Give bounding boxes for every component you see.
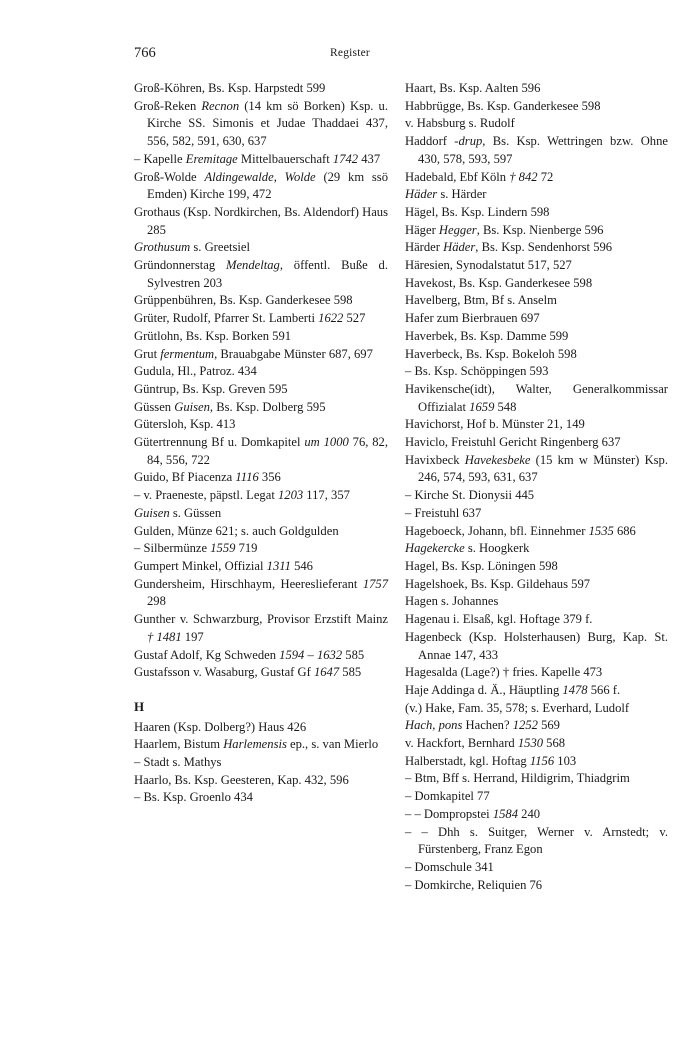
index-entry [134, 328, 388, 346]
entry-text: Groß-Wolde [134, 169, 205, 184]
entry-text: 548 [494, 399, 517, 414]
index-entry [405, 186, 668, 204]
entry-text: Gundersheim, Hirschhaym, Heereslieferant [134, 576, 363, 591]
index-entry [405, 487, 668, 505]
entry-italic-text: -drup [454, 134, 483, 149]
entry-text: Haarlem, Bistum [134, 737, 224, 752]
entry-text: Haverbek, Bs. Ksp. Damme 599 [405, 328, 569, 343]
index-entry [405, 859, 668, 877]
entry-text: H [134, 698, 145, 714]
section-letter [134, 698, 388, 716]
index-entry [405, 523, 668, 541]
entry-text: – Bs. Ksp. Schöppingen 593 [405, 364, 549, 379]
index-entry [405, 824, 668, 859]
entry-text: 197 [181, 629, 204, 644]
entry-text: s. Hoogkerk [464, 541, 530, 556]
index-entry [134, 80, 388, 98]
entry-text: Havikensche(idt), Walter, Generalkommissar Offizialat [405, 381, 668, 414]
entry-text: Haaren (Ksp. Dolberg?) Haus 426 [134, 719, 307, 734]
entry-text: , Bs. Ksp. Sendenhorst 596 [475, 240, 613, 255]
entry-text: , Bs. Ksp. Dolberg 595 [209, 399, 326, 414]
entry-text: Hägel, Bs. Ksp. Lindern 598 [405, 204, 550, 219]
entry-italic-text: Hagekercke [405, 541, 465, 556]
entry-text: – – Dompropstei [405, 806, 493, 821]
entry-italic-text: 1116 [235, 470, 259, 485]
index-entry [134, 310, 388, 328]
entry-text: 72 [537, 169, 554, 184]
index-entry [405, 257, 668, 275]
index-entry [405, 788, 668, 806]
entry-text: – Btm, Bff s. Herrand, Hildigrim, Thiadgrim [405, 771, 630, 786]
index-entry [405, 611, 668, 629]
index-entry [405, 363, 668, 381]
entry-text: 103 [554, 753, 577, 768]
entry-italic-text: Hegger [438, 222, 477, 237]
entry-text: s. Güssen [169, 505, 222, 520]
entry-italic-text: 1622 [318, 311, 344, 326]
entry-text: 298 [147, 594, 166, 609]
entry-text: Güntrup, Bs. Ksp. Greven 595 [134, 381, 288, 396]
index-entry [134, 736, 388, 754]
entry-text: Häresien, Synodalstatut 517, 527 [405, 258, 572, 273]
entry-text: 356 [258, 470, 281, 485]
entry-text: ep., s. van Mierlo [286, 737, 379, 752]
entry-text: Gustafsson v. Wasaburg, Gustaf Gf [134, 665, 314, 680]
entry-text: 568 [543, 736, 566, 751]
entry-text: Grüppenbühren, Bs. Ksp. Ganderkesee 598 [134, 293, 353, 308]
index-entry [134, 647, 388, 665]
entry-italic-text: 1311 [266, 558, 291, 573]
index-entry [405, 275, 668, 293]
index-entry [134, 239, 388, 257]
entry-text: Havekost, Bs. Ksp. Ganderkesee 598 [405, 275, 593, 290]
entry-text: 117, 357 [303, 488, 350, 503]
index-entry [405, 576, 668, 594]
entry-text: Hafer zum Bierbrauen 697 [405, 311, 540, 326]
entry-text: Hagenbeck (Ksp. Holsterhausen) Burg, Kap. St. Annae 147, 433 [405, 629, 668, 662]
entry-italic-text: 1252 [512, 718, 538, 733]
entry-italic-text: † 1481 [147, 629, 182, 644]
index-entry [134, 98, 388, 151]
entry-text: – Silbermünze [134, 541, 211, 556]
index-entry [405, 310, 668, 328]
entry-text: Gulden, Münze 621; s. auch Goldgulden [134, 523, 339, 538]
entry-text: v. Habsburg s. Rudolf [405, 116, 515, 131]
entry-italic-text: 1742 [332, 151, 359, 166]
index-entry [405, 115, 668, 133]
entry-text: Mittelbauerschaft [237, 151, 333, 166]
entry-text: , öffentl. Buße d. Sylvestren 203 [147, 258, 388, 290]
index-entry [405, 328, 668, 346]
index-entry [405, 505, 668, 523]
entry-italic-text: Hach, pons [405, 718, 463, 733]
index-entry [405, 381, 668, 416]
entry-text: Gütersloh, Ksp. 413 [134, 417, 236, 432]
index-entry [405, 239, 668, 257]
entry-italic-text: 1203 [277, 488, 304, 503]
index-entry [405, 222, 668, 240]
entry-text: Groß-Köhren, Bs. Ksp. Harpstedt 599 [134, 81, 326, 95]
index-entry [134, 169, 388, 204]
index-entry [405, 80, 668, 98]
entry-text: Härder [405, 240, 444, 255]
index-entry [134, 664, 388, 682]
entry-text: Gütertrennung Bf u. Domkapitel [134, 435, 305, 450]
index-entry [134, 434, 388, 469]
entry-text: Havelberg, Btm, Bf s. Anselm [405, 293, 557, 308]
entry-italic-text: 1659 [469, 399, 495, 414]
entry-italic-text: 1478 [562, 682, 588, 697]
entry-italic-text: 1584 [492, 806, 518, 821]
entry-italic-text: Mendeltag [225, 258, 280, 273]
entry-italic-text: 1530 [517, 736, 544, 751]
entry-text: Hagesalda (Lage?) † fries. Kapelle 473 [405, 665, 603, 680]
entry-text: 437 [358, 151, 381, 166]
index-entry [405, 133, 668, 168]
entry-text: (15 km w Münster) Ksp. 246, 574, 593, 631, 637 [418, 452, 669, 485]
entry-text: Häger [405, 222, 439, 237]
index-entry [134, 346, 388, 364]
entry-text: Hachen? [462, 718, 513, 733]
entry-italic-text: fermentum [160, 346, 215, 361]
index-entry [134, 363, 388, 381]
entry-text: Hagen s. Johannes [405, 594, 499, 609]
index-entry [134, 469, 388, 487]
entry-text: , Brauabgabe Münster 687, 697 [214, 346, 373, 361]
entry-text: – Domschule 341 [405, 859, 494, 874]
index-entry [405, 434, 668, 452]
entry-text: 585 [339, 665, 362, 680]
entry-text: – Kirche St. Dionysii 445 [405, 488, 535, 503]
running-head: Register [330, 47, 370, 59]
entry-italic-text: 1647 [313, 665, 340, 680]
index-entry [134, 772, 388, 790]
index-entry [405, 593, 668, 611]
entry-text: 686 [613, 523, 636, 538]
entry-text: s. Härder [437, 187, 487, 202]
index-entry [405, 770, 668, 788]
entry-text: Hagel, Bs. Ksp. Löningen 598 [405, 558, 558, 573]
index-entry [134, 257, 388, 292]
entry-text: – v. Praeneste, päpstl. Legat [134, 488, 278, 503]
entry-text: , Bs. Ksp. Wettringen bzw. Ohne 430, 578, 593, 597 [418, 134, 668, 166]
index-entry [134, 381, 388, 399]
index-entry [405, 664, 668, 682]
entry-text: 566 f. [587, 682, 621, 697]
index-entry [134, 292, 388, 310]
entry-text: – – Dhh s. Suitger, Werner v. Arnstedt; v. Fürstenberg, Franz Egon [405, 824, 668, 857]
index-entry [134, 540, 388, 558]
entry-italic-text: Harlemensis [223, 737, 287, 752]
entry-text: Gustaf Adolf, Kg Schweden [134, 647, 280, 662]
index-entry [134, 558, 388, 576]
entry-italic-text: Häder [443, 240, 476, 255]
entry-text: Hagenau i. Elsaß, kgl. Hoftage 379 f. [405, 612, 593, 627]
entry-italic-text: 1594 – 1632 [279, 647, 343, 662]
index-entry [405, 717, 668, 735]
index-entry [405, 204, 668, 222]
entry-italic-text: um 1000 [304, 435, 349, 450]
index-entry [405, 346, 668, 364]
entry-text: – Domkapitel 77 [405, 789, 490, 804]
page-header [134, 45, 566, 65]
entry-italic-text: † 842 [509, 169, 538, 184]
entry-text: Grut [134, 346, 161, 361]
entry-text: Haverbeck, Bs. Ksp. Bokeloh 598 [405, 346, 577, 361]
index-entry [405, 292, 668, 310]
index-entry [134, 576, 388, 611]
entry-text: Havichorst, Hof b. Münster 21, 149 [405, 417, 585, 432]
entry-text: – Kapelle [134, 151, 186, 166]
entry-text: 569 [537, 718, 560, 733]
entry-text: Gründonnerstag [134, 258, 226, 273]
entry-text: Hadebald, Ebf Köln [405, 169, 510, 184]
index-entry [405, 540, 668, 558]
entry-text: (v.) Hake, Fam. 35, 578; s. Everhard, Ludolf [405, 700, 630, 715]
index-entry [405, 806, 668, 824]
entry-italic-text: Recnon [201, 98, 240, 113]
index-entry [134, 754, 388, 772]
entry-text: Havixbeck [405, 452, 465, 467]
entry-italic-text: 1757 [362, 576, 388, 591]
index-column-right [405, 80, 668, 894]
index-entry [405, 98, 668, 116]
entry-italic-text: Eremitage [185, 151, 238, 166]
entry-italic-text: Aldingewalde, Wolde [204, 169, 316, 184]
index-entry [134, 505, 388, 523]
entry-text: Haart, Bs. Ksp. Aalten 596 [405, 81, 541, 95]
entry-text: 585 [342, 647, 365, 662]
entry-text: – Stadt s. Mathys [134, 755, 222, 770]
entry-text: (29 km ssö Emden) Kirche 199, 472 [147, 169, 388, 202]
index-entry [405, 169, 668, 187]
entry-text: Guido, Bf Piacenza [134, 470, 236, 485]
entry-text: Haddorf [405, 134, 455, 149]
entry-text: Hageboeck, Johann, bfl. Einnehmer [405, 523, 589, 538]
entry-text: 76, 82, 84, 556, 722 [147, 435, 388, 467]
entry-text: – Domkirche, Reliquien 76 [405, 877, 543, 892]
entry-italic-text: Grothusum [134, 240, 191, 255]
page-number: 766 [134, 45, 156, 61]
index-entry [405, 735, 668, 753]
entry-text: – Freistuhl 637 [405, 505, 482, 520]
entry-italic-text: Guisen [134, 505, 170, 520]
entry-text: 719 [235, 541, 258, 556]
entry-text: Haje Addinga d. Ä., Häuptling [405, 682, 563, 697]
entry-text: Gumpert Minkel, Offizial [134, 558, 267, 573]
entry-text: 240 [518, 806, 541, 821]
entry-text: Haarlo, Bs. Ksp. Geesteren, Kap. 432, 596 [134, 772, 349, 787]
entry-text: (14 km sö Borken) Ksp. u. Kirche SS. Simonis et Judae Thaddaei 437, 556, 582, 591, 630, 637 [147, 98, 388, 149]
entry-text: Haviclo, Freistuhl Gericht Ringenberg 637 [405, 435, 621, 450]
entry-italic-text: 1535 [588, 523, 614, 538]
index-entry [134, 719, 388, 737]
index-entry [405, 416, 668, 434]
entry-text: Grütlohn, Bs. Ksp. Borken 591 [134, 328, 292, 343]
entry-text: Grothaus (Ksp. Nordkirchen, Bs. Aldendorf) Haus 285 [134, 204, 388, 237]
entry-italic-text: 1156 [529, 753, 555, 768]
index-entry [405, 629, 668, 664]
entry-text: v. Hackfort, Bernhard [405, 736, 518, 751]
entry-text: Gudula, Hl., Patroz. 434 [134, 364, 257, 379]
entry-text: 527 [343, 311, 366, 326]
entry-text: Groß-Reken [134, 98, 202, 113]
index-entry [405, 558, 668, 576]
entry-text: Güssen [134, 399, 175, 414]
entry-text: , Bs. Ksp. Nienberge 596 [476, 222, 604, 237]
index-entry [134, 416, 388, 434]
entry-text: Halberstadt, kgl. Hoftag [405, 753, 530, 768]
entry-text: 546 [290, 558, 313, 573]
index-entry [134, 611, 388, 646]
entry-italic-text: Häder [405, 187, 438, 202]
entry-italic-text: Guisen [174, 399, 210, 414]
entry-text: – Bs. Ksp. Groenlo 434 [134, 790, 253, 805]
index-entry [134, 487, 388, 505]
index-entry [405, 753, 668, 771]
index-entry [405, 452, 668, 487]
entry-text: Hagelshoek, Bs. Ksp. Gildehaus 597 [405, 576, 591, 591]
entry-text: Habbrügge, Bs. Ksp. Ganderkesee 598 [405, 98, 601, 113]
entry-text: Gunther v. Schwarzburg, Provisor Erzstift Mainz [134, 612, 388, 627]
index-entry [134, 789, 388, 807]
entry-text: Grüter, Rudolf, Pfarrer St. Lamberti [134, 311, 319, 326]
index-column-left [134, 80, 388, 807]
index-entry [405, 682, 668, 700]
index-entry [134, 204, 388, 239]
entry-italic-text: 1559 [210, 541, 236, 556]
index-entry [134, 151, 388, 169]
index-entry [134, 399, 388, 417]
entry-text: s. Greetsiel [190, 240, 251, 255]
index-entry [405, 700, 668, 718]
entry-italic-text: Havekesbeke [464, 452, 531, 467]
index-entry [405, 877, 668, 895]
index-entry [134, 523, 388, 541]
